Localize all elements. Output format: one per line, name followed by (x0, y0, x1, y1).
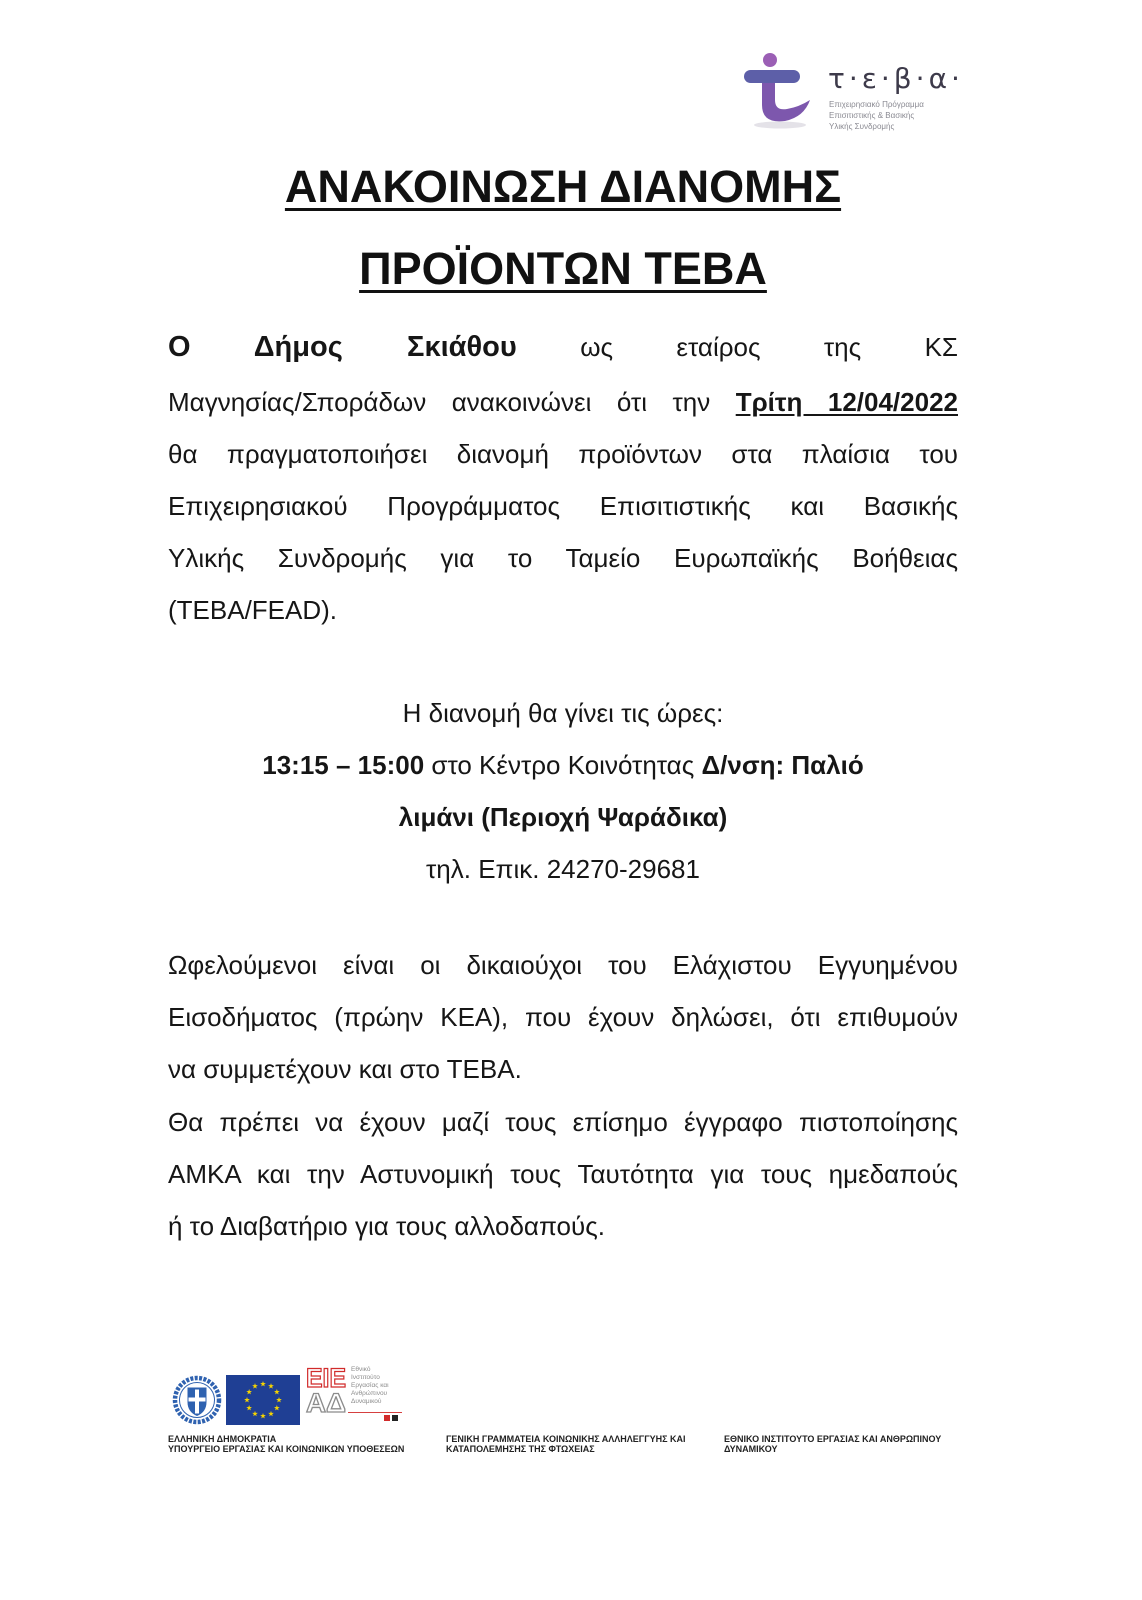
paragraph-line: Επιχειρησιακού Προγράμματος Επισιτιστικής και Βασικής (168, 491, 958, 521)
eiead-text-line: Εθνικό (351, 1366, 371, 1373)
teva-subtitle-line: Επισιτιστικής & Βασικής (829, 111, 915, 120)
teva-logo-subtitle (829, 99, 924, 132)
paragraph-line: ή το Διαβατήριο για τους αλλοδαπούς. (168, 1211, 605, 1241)
eiead-text-line: Ανθρώπινου (351, 1390, 388, 1397)
address-line (168, 791, 958, 843)
schedule-time-line (168, 739, 958, 791)
teva-wordmark: τ·ε·β·α· (828, 62, 964, 95)
paragraph-line: ΑΜΚΑ και την Αστυνομική τους Ταυτότητα για τους ημεδαπούς (168, 1159, 958, 1189)
paragraph-line: Υλικής Συνδρομής για το Ταμείο Ευρωπαϊκής Βοήθειας (168, 543, 958, 573)
venue: στο Κέντρο Κοινότητας (431, 750, 695, 780)
footer-line: ΓΕΝΙΚΗ ΓΡΑΜΜΑΤΕΙΑ ΚΟΙΝΩΝΙΚΗΣ ΑΛΛΗΛΕΓΓΥΗΣ ΚΑΙ (446, 1434, 686, 1444)
greek-coat-of-arms-icon (172, 1375, 222, 1425)
teva-subtitle-line: Επιχειρησιακό Πρόγραμμα (829, 100, 924, 109)
text-span: Μαγνησίας/Σποράδων ανακοινώνει ότι την (168, 387, 711, 417)
paragraph-line (168, 376, 958, 428)
address-continued: λιμάνι (Περιοχή Ψαράδικα) (398, 802, 728, 832)
distribution-time: 13:15 – 15:00 (262, 750, 425, 780)
footer-line: ΕΛΛΗΝΙΚΗ ΔΗΜΟΚΡΑΤΙΑ (168, 1434, 277, 1444)
schedule-heading: Η διανομή θα γίνει τις ώρες: (402, 698, 724, 728)
intro-paragraph (168, 318, 958, 636)
eiead-text-line: Ινστιτούτο (351, 1374, 380, 1381)
eu-flag-icon (226, 1375, 300, 1425)
footer-line: ΕΘΝΙΚΟ ΙΝΣΤΙΤΟΥΤΟ ΕΡΓΑΣΙΑΣ ΚΑΙ ΑΝΘΡΩΠΙΝΟΥ (724, 1434, 942, 1444)
paragraph-line: θα πραγματοποιήσει διανομή προϊόντων στα πλαίσια του (168, 439, 958, 469)
footer-ministry (168, 1434, 404, 1454)
footer-line: ΚΑΤΑΠΟΛΕΜΗΣΗΣ ΤΗΣ ΦΤΩΧΕΙΑΣ (446, 1444, 595, 1454)
paragraph-line: Θα πρέπει να έχουν μαζί τους επίσημο έγγραφο πιστοποίησης (168, 1107, 958, 1137)
footer-line: ΔΥΝΑΜΙΚΟΥ (724, 1444, 778, 1454)
beneficiaries-paragraph (168, 939, 958, 1095)
address: Δ/νση: Παλιό (701, 750, 864, 780)
distribution-date: Τρίτη 12/04/2022 (735, 387, 958, 417)
page-title-line-1: ΑΝΑΚΟΙΝΩΣΗ ΔΙΑΝΟΜΗΣ (284, 161, 842, 212)
footer-secretariat (446, 1434, 686, 1454)
paragraph-line: να συμμετέχουν και στο ΤΕΒΑ. (168, 1054, 522, 1084)
requirements-paragraph (168, 1096, 958, 1252)
page-title-line-2: ΠΡΟΪΟΝΤΩΝ ΤΕΒΑ (359, 243, 767, 294)
eiead-mark-bottom: ΑΔ (306, 1388, 346, 1418)
teva-subtitle-line: Υλικής Συνδρομής (829, 122, 895, 131)
footer-line: ΥΠΟΥΡΓΕΙΟ ΕΡΓΑΣΙΑΣ ΚΑΙ ΚΟΙΝΩΝΙΚΩΝ ΥΠΟΘΕΣΕΩΝ (168, 1444, 405, 1454)
paragraph-line: Ωφελούμενοι είναι οι δικαιούχοι του Ελάχιστου Εγγυημένου (168, 950, 958, 980)
paragraph-line: Εισοδήματος (πρώην ΚΕΑ), που έχουν δηλώσει, ότι επιθυμούν (168, 1002, 958, 1032)
eiead-text-line: Δυναμικού (351, 1398, 382, 1405)
schedule-block (168, 687, 958, 895)
eiead-text-line: Εργασίας και (351, 1382, 389, 1389)
municipality-name: Ο Δήμος Σκιάθου (168, 331, 517, 363)
paragraph-line: (ΤΕΒΑ/FEAD). (168, 595, 338, 625)
eiead-mark-top: ΕΙΕ (306, 1363, 346, 1393)
eiead-logo-icon (304, 1362, 404, 1424)
paragraph-line (168, 318, 958, 376)
teva-logo-icon (740, 50, 818, 130)
footer-institute (724, 1434, 941, 1454)
phone-number: τηλ. Επικ. 24270-29681 (426, 854, 700, 884)
text-span: ως εταίρος της ΚΣ (580, 332, 958, 362)
